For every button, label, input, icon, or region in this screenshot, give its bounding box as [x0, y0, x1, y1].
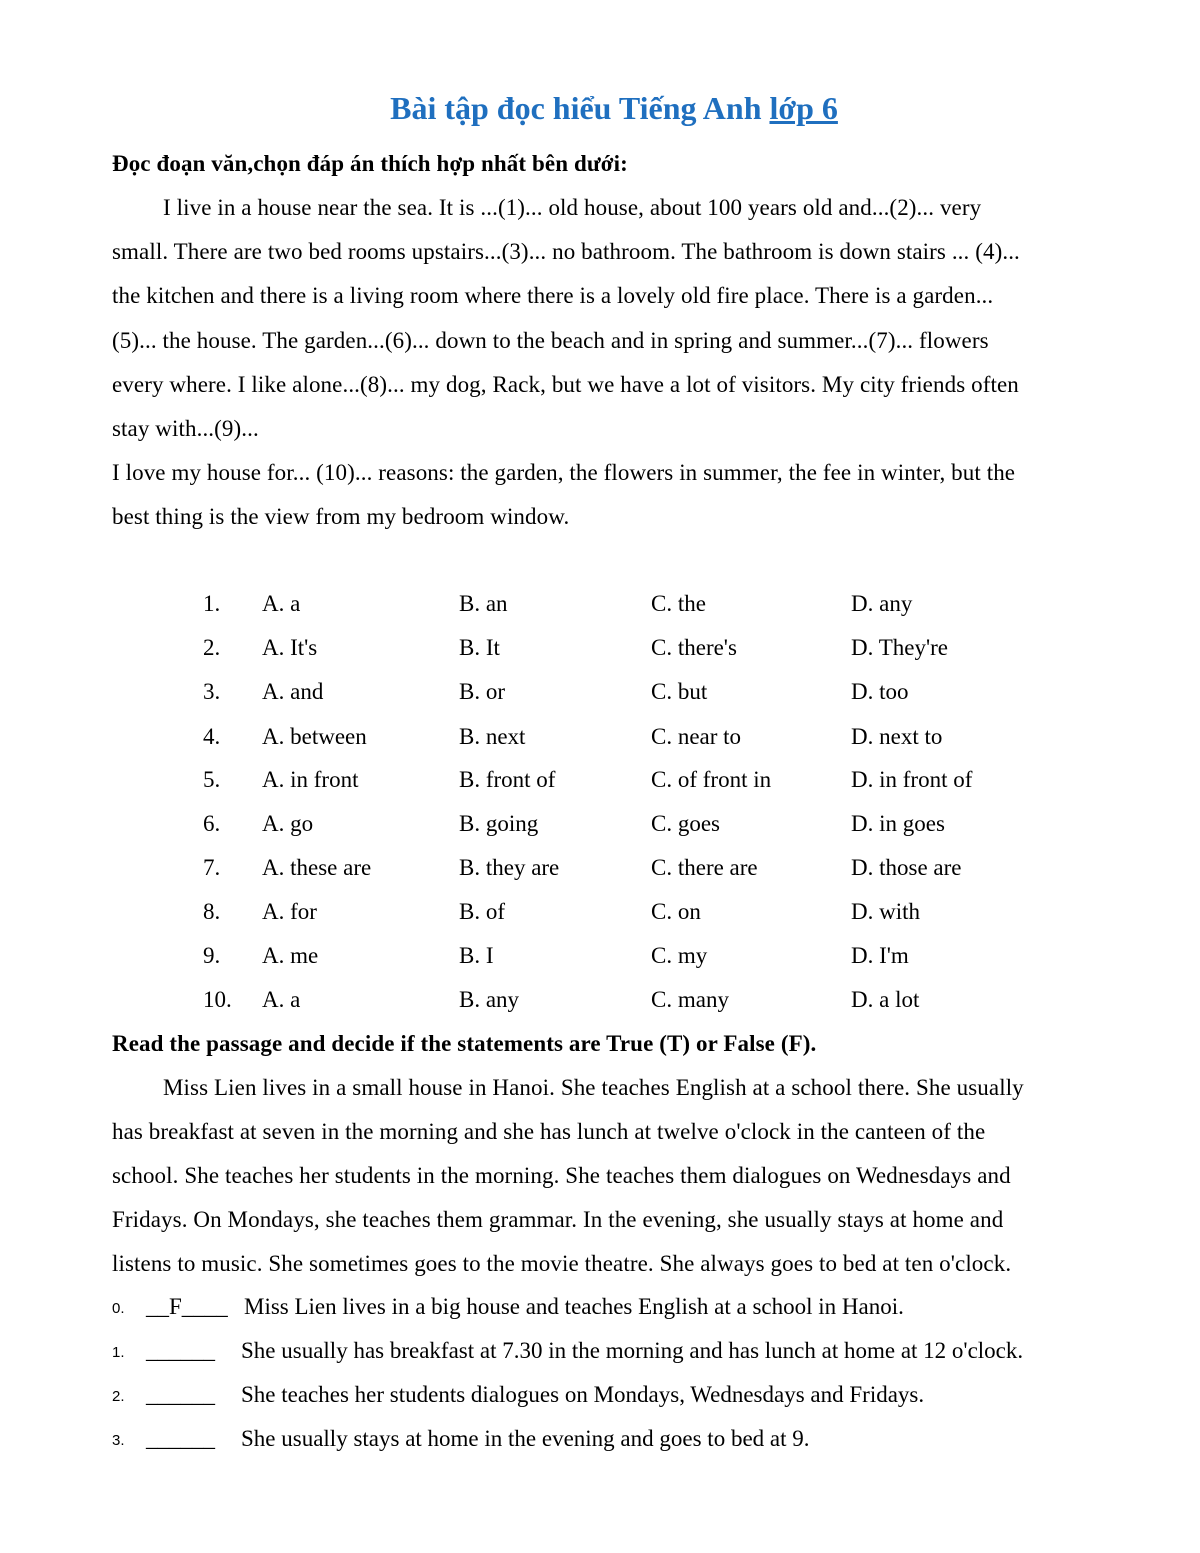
passage2-line: school. She teaches her students in the morning. She teaches them dialogues on Wednesdays and [112, 1163, 1011, 1188]
statement-number: 3. [112, 1432, 125, 1449]
question-number: 3. [203, 679, 221, 704]
question-number: 9. [203, 943, 221, 968]
option-d: D. They're [851, 635, 948, 660]
option-c: C. near to [651, 724, 742, 749]
option-b: B. going [459, 811, 539, 836]
option-c: C. the [651, 591, 706, 616]
statement-text: She teaches her students dialogues on Mondays, Wednesdays and Fridays. [241, 1382, 925, 1407]
title-text: Bài tập đọc hiểu Tiếng Anh [390, 90, 770, 126]
statement-text: She usually has breakfast at 7.30 in the morning and has lunch at home at 12 o'clock. [241, 1338, 1024, 1363]
passage1-line: I live in a house near the sea. It is ...(1)... old house, about 100 years old and...(2)... very [163, 195, 982, 220]
question-number: 6. [203, 811, 221, 836]
question-number: 8. [203, 899, 221, 924]
option-c: C. goes [651, 811, 720, 836]
option-c: C. of front in [651, 767, 772, 792]
option-a: A. It's [262, 635, 318, 660]
option-c: C. on [651, 899, 701, 924]
option-b: B. next [459, 724, 526, 749]
option-b: B. or [459, 679, 505, 704]
option-a: A. a [262, 591, 301, 616]
option-a: A. me [262, 943, 319, 968]
option-b: B. they are [459, 855, 560, 880]
option-a: A. and [262, 679, 324, 704]
option-c: C. many [651, 987, 729, 1012]
page-title [0, 90, 1200, 127]
question-number: 5. [203, 767, 221, 792]
option-b: B. front of [459, 767, 556, 792]
option-b: B. any [459, 987, 520, 1012]
option-a: A. these are [262, 855, 372, 880]
passage2-line: Miss Lien lives in a small house in Hanoi. She teaches English at a school there. She usually [163, 1075, 1024, 1100]
option-c: C. there's [651, 635, 737, 660]
option-c: C. my [651, 943, 708, 968]
option-d: D. any [851, 591, 913, 616]
section2-instruction: Read the passage and decide if the statements are True (T) or False (F). [112, 1031, 817, 1056]
passage2-line: listens to music. She sometimes goes to the movie theatre. She always goes to bed at ten o'clock. [112, 1251, 1012, 1276]
question-number: 1. [203, 591, 221, 616]
passage1-line: small. There are two bed rooms upstairs...(3)... no bathroom. The bathroom is down stairs ... (4)... [112, 239, 1020, 264]
statement-text: She usually stays at home in the evening and goes to bed at 9. [241, 1426, 810, 1451]
option-a: A. a [262, 987, 301, 1012]
option-b: B. It [459, 635, 500, 660]
question-number: 10. [203, 987, 232, 1012]
answer-blank[interactable]: ______ [146, 1382, 215, 1407]
answer-blank[interactable]: ______ [146, 1426, 215, 1451]
answer-blank[interactable]: ______ [146, 1338, 215, 1363]
answer-blank[interactable]: __F____ [146, 1294, 228, 1319]
section1-instruction: Đọc đoạn văn,chọn đáp án thích hợp nhất bên dưới: [112, 151, 628, 176]
title-link[interactable]: lớp 6 [769, 90, 838, 126]
question-number: 2. [203, 635, 221, 660]
passage1-line: (5)... the house. The garden...(6)... down to the beach and in spring and summer...(7)... flowers [112, 328, 989, 353]
statement-text: Miss Lien lives in a big house and teaches English at a school in Hanoi. [244, 1294, 904, 1319]
option-d: D. a lot [851, 987, 920, 1012]
option-a: A. for [262, 899, 317, 924]
statement-number: 0. [112, 1300, 125, 1317]
passage1-line: every where. I like alone...(8)... my dog, Rack, but we have a lot of visitors. My city friends often [112, 372, 1019, 397]
option-d: D. those are [851, 855, 962, 880]
passage2-line: has breakfast at seven in the morning and she has lunch at twelve o'clock in the canteen of the [112, 1119, 986, 1144]
statement-number: 1. [112, 1344, 125, 1361]
passage1-line: best thing is the view from my bedroom window. [112, 504, 570, 529]
option-b: B. an [459, 591, 508, 616]
passage1-line: stay with...(9)... [112, 416, 259, 441]
option-b: B. I [459, 943, 494, 968]
question-number: 4. [203, 724, 221, 749]
option-a: A. go [262, 811, 314, 836]
option-a: A. in front [262, 767, 359, 792]
option-d: D. in goes [851, 811, 945, 836]
option-d: D. in front of [851, 767, 973, 792]
passage1-line: the kitchen and there is a living room where there is a lovely old fire place. There is a garden... [112, 283, 994, 308]
option-d: D. too [851, 679, 909, 704]
option-d: D. with [851, 899, 920, 924]
option-d: D. I'm [851, 943, 909, 968]
passage2-line: Fridays. On Mondays, she teaches them grammar. In the evening, she usually stays at home and [112, 1207, 1004, 1232]
passage1-line: I love my house for... (10)... reasons: the garden, the flowers in summer, the fee in winter, but the [112, 460, 1016, 485]
question-number: 7. [203, 855, 221, 880]
option-b: B. of [459, 899, 505, 924]
option-a: A. between [262, 724, 367, 749]
option-c: C. but [651, 679, 708, 704]
statement-number: 2. [112, 1388, 125, 1405]
option-c: C. there are [651, 855, 758, 880]
option-d: D. next to [851, 724, 943, 749]
